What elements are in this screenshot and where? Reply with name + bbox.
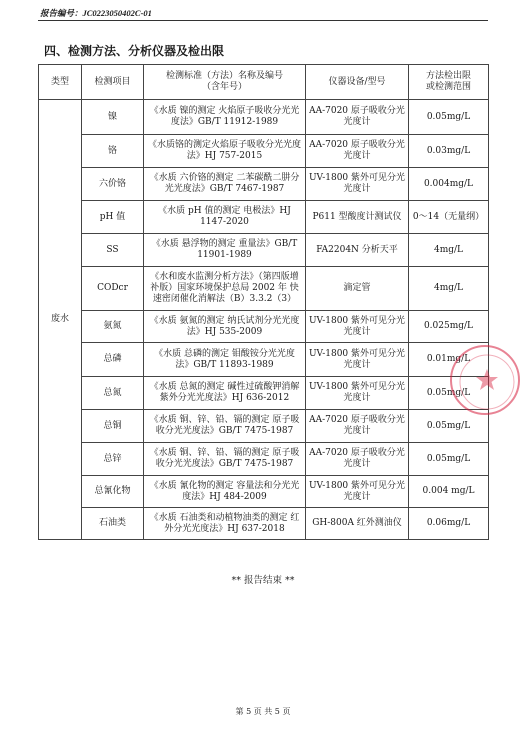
item-cell: 总氰化物 — [82, 476, 144, 508]
standard-cell: 《水质 铜、锌、铅、镉的测定 原子吸收分光光度法》GB/T 7475-1987 — [144, 443, 306, 476]
item-cell: CODcr — [82, 267, 144, 311]
limit-cell: 4mg/L — [409, 267, 489, 311]
methods-table — [38, 64, 489, 540]
instrument-cell: GH-800A 红外测油仪 — [306, 508, 409, 540]
standard-cell: 《水质 石油类和动植物油类的测定 红外分光光度法》HJ 637-2018 — [144, 508, 306, 540]
limit-cell: 0.06mg/L — [409, 508, 489, 540]
standard-cell: 《水和废水监测分析方法》（第四版增补版）国家环境保护总局 2002 年 快速密闭催化消解法（B）3.3.2（3） — [144, 267, 306, 311]
table-row — [39, 267, 489, 311]
page-footer: 第 5 页 共 5 页 — [235, 707, 291, 716]
standard-cell: 《水质 氨氮的测定 纳氏试剂分光光度法》HJ 535-2009 — [144, 311, 306, 343]
standard-cell: 《水质 悬浮物的测定 重量法》GB/T 11901-1989 — [144, 234, 306, 267]
limit-cell: 0.05mg/L — [409, 410, 489, 443]
item-cell: 铬 — [82, 135, 144, 168]
limit-cell: 0.05mg/L — [409, 377, 489, 410]
instrument-cell: FA2204N 分析天平 — [306, 234, 409, 267]
item-cell: 总氮 — [82, 377, 144, 410]
header-limit-line1: 方法检出限 — [425, 71, 471, 81]
header-item: 检测项目 — [82, 65, 144, 100]
limit-cell: 0.05mg/L — [409, 100, 489, 135]
report-number-label: 报告编号： — [40, 8, 83, 18]
report-number-value: JC0223050402C-01 — [82, 8, 152, 18]
standard-cell: 《水质铬的测定火焰原子吸收分光光度法》HJ 757-2015 — [144, 135, 306, 168]
table-row — [39, 377, 489, 410]
instrument-cell: 滴定管 — [306, 267, 409, 311]
table-header-row — [39, 65, 489, 100]
limit-cell: 4mg/L — [409, 234, 489, 267]
item-cell: SS — [82, 234, 144, 267]
table-row — [39, 201, 489, 234]
instrument-cell: AA-7020 原子吸收分光光度计 — [306, 443, 409, 476]
limit-cell: 0.01mg/L — [409, 343, 489, 377]
instrument-cell: AA-7020 原子吸收分光光度计 — [306, 135, 409, 168]
item-cell: 总磷 — [82, 343, 144, 377]
header-standard-line2: （含年号） — [201, 82, 247, 92]
limit-cell: 0.025mg/L — [409, 311, 489, 343]
standard-cell: 《水质 总氮的测定 碱性过硫酸钾消解紫外分光光度法》HJ 636-2012 — [144, 377, 306, 410]
instrument-cell: AA-7020 原子吸收分光光度计 — [306, 100, 409, 135]
table-row — [39, 234, 489, 267]
table-row — [39, 410, 489, 443]
standard-cell: 《水质 pH 值的测定 电极法》HJ 1147-2020 — [144, 201, 306, 234]
header-limit — [409, 65, 489, 100]
table-row — [39, 476, 489, 508]
instrument-cell: AA-7020 原子吸收分光光度计 — [306, 410, 409, 443]
instrument-cell: UV-1800 紫外可见分光光度计 — [306, 377, 409, 410]
item-cell: 氨氮 — [82, 311, 144, 343]
instrument-cell: UV-1800 紫外可见分光光度计 — [306, 168, 409, 201]
item-cell: 镍 — [82, 100, 144, 135]
standard-cell: 《水质 镍的测定 火焰原子吸收分光光度法》GB/T 11912-1989 — [144, 100, 306, 135]
limit-cell: 0.004mg/L — [409, 168, 489, 201]
table-row — [39, 100, 489, 135]
header-rule — [38, 20, 488, 21]
table-row — [39, 135, 489, 168]
table-row — [39, 443, 489, 476]
item-cell: 总铜 — [82, 410, 144, 443]
instrument-cell: UV-1800 紫外可见分光光度计 — [306, 311, 409, 343]
limit-cell: 0.03mg/L — [409, 135, 489, 168]
limit-cell: 0～14（无量纲） — [409, 201, 489, 234]
limit-cell: 0.004 mg/L — [409, 476, 489, 508]
standard-cell: 《水质 铜、锌、铅、镉的测定 原子吸收分光光度法》GB/T 7475-1987 — [144, 410, 306, 443]
table-row — [39, 343, 489, 377]
item-cell: 石油类 — [82, 508, 144, 540]
table-row — [39, 508, 489, 540]
table-row — [39, 311, 489, 343]
standard-cell: 《水质 总磷的测定 钼酸铵分光光度法》GB/T 11893-1989 — [144, 343, 306, 377]
table-row — [39, 168, 489, 201]
section-title: 四、检测方法、分析仪器及检出限 — [44, 44, 225, 58]
instrument-cell: UV-1800 紫外可见分光光度计 — [306, 343, 409, 377]
standard-cell: 《水质 氰化物的测定 容量法和分光光度法》HJ 484-2009 — [144, 476, 306, 508]
header-standard — [144, 65, 306, 100]
item-cell: 总锌 — [82, 443, 144, 476]
header-standard-line1: 检测标准（方法）名称及编号 — [165, 71, 283, 81]
table-body — [39, 100, 489, 540]
category-cell: 废水 — [39, 100, 82, 540]
instrument-cell: P611 型酸度计测试仪 — [306, 201, 409, 234]
item-cell: pH 值 — [82, 201, 144, 234]
header-instrument: 仪器设备/型号 — [306, 65, 409, 100]
limit-cell: 0.05mg/L — [409, 443, 489, 476]
instrument-cell: UV-1800 紫外可见分光光度计 — [306, 476, 409, 508]
item-cell: 六价铬 — [82, 168, 144, 201]
report-number — [40, 7, 152, 19]
report-end: ** 报告结束 ** — [231, 575, 295, 586]
header-limit-line2: 或检测范围 — [425, 82, 471, 92]
standard-cell: 《水质 六价铬的测定 二苯碳酰二肼分光光度法》GB/T 7467-1987 — [144, 168, 306, 201]
header-category: 类型 — [39, 65, 82, 100]
